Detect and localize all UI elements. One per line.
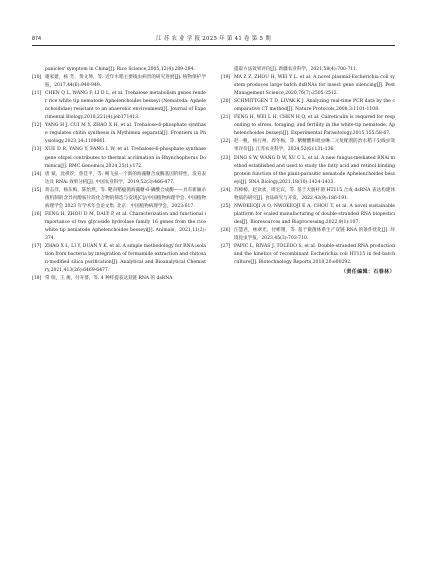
reference-text: YANG H J, CUI M Y, ZHAO X H, et al. Trehalose-6-phosphate synthase regulates chitin synthesis in Mythimna separata[J]. Frontiers in Physiology,2023,14:1109661. <box>45 123 206 145</box>
reference-continuation: 提取方法效果评价[J]. 新疆农业科学，2021,58(4):700-711. <box>234 67 358 72</box>
reference-entry <box>221 74 395 98</box>
reference-number: [12] <box>32 123 42 129</box>
reference-list <box>32 74 206 283</box>
reference-entry <box>221 203 395 227</box>
reference-text: PAPIC L, RIVAS J, TOLEDO S, et al. Double-stranded RNA production and the kinetics of recombinant Escherichia coli HT115 in fed-batch culture[J]. Biotechnology Reports,2018,20:e00292. <box>234 244 395 266</box>
reference-text: 唐 斌，沈祺汐，曾佳平，等. 褐飞虱一个新的海藻糖合成酶基因的特性、发育表达及 RNAi 效果分析[J]. 中国农业科学，2019,52(3):466-477. <box>45 171 206 185</box>
journal-title: 江 苏 农 业 学 报 2025 年 第 41 卷 第 5 期 <box>156 36 271 42</box>
reference-text: 赵一帆，杨行州，周冬梅，等. 糖精酸和吡虫啉二元复配剂防治水稻干尖线虫效果评价[J]. 江苏农业科学，2024,52(6):131-136. <box>234 139 395 153</box>
reference-entry <box>221 138 395 154</box>
reference-entry <box>32 122 206 146</box>
reference-text: FENG H, ZHOU D M, DALY P, et al. Characterization and functional importance of two glycoside hydrolase family 16 genes from the rice white tip nematode Aphelenchoides besseyi[J]. Animals，2021,11(2):374. <box>45 211 206 241</box>
reference-text: 汪慧君，林翠光，付彬翔，等. 基于微菌体系生产双链 RNA 的条件优化[J]. 环境昆虫学报，2023,45(3):703-710. <box>234 227 395 241</box>
reference-entry <box>32 74 206 90</box>
reference-entry <box>221 187 395 203</box>
reference-text: ZHAO X L, LI Y, DUAN Y K, et al. A simple methodology for RNA isolation from bacteria by integration of formamide extraction and chitosan-modified silica purification[J]. Analytical and Bioanalytical Chemistry,2021,413(26):6469-6477. <box>45 244 206 274</box>
reference-text: 常 瑞，王 俊，付开赟，等. 4 种样提表达双链 RNA 的 dsRNA <box>45 276 173 282</box>
reference-entry <box>221 227 395 243</box>
reference-number: [16] <box>32 211 42 217</box>
reference-entry <box>221 243 395 267</box>
reference-number: [18] <box>32 276 42 282</box>
page-number: 874 <box>32 36 41 42</box>
reference-number: [19] <box>221 75 231 81</box>
reference-number: [23] <box>221 155 231 161</box>
reference-entry <box>32 146 206 170</box>
reference-number: [27] <box>221 244 231 250</box>
reference-entry <box>32 275 206 283</box>
reference-number: [17] <box>32 244 42 250</box>
right-column <box>221 66 395 277</box>
running-header <box>32 33 395 46</box>
reference-text: NWOKEOJI A O, NWOKEOJI E A, CHOU T, et al. A novel sustainable platform for scaled manufacturing of double-stranded RNA biopesticides[J]. Bioresources and Bioprocessing,2022,9(1):107. <box>234 203 395 225</box>
reference-number: [26] <box>221 227 231 233</box>
reference-entry <box>32 171 206 187</box>
reference-number: [22] <box>221 139 231 145</box>
reference-entry <box>32 211 206 243</box>
reference-number: [11] <box>32 91 42 97</box>
reference-number: [13] <box>32 147 42 153</box>
reference-number: [15] <box>32 187 42 193</box>
left-column <box>32 66 206 283</box>
reference-text: 蒋志洋，杨东梅，陈怡然，等. 靶向稻瘟菌海藻糖-6-磷酸合成酶——具有新颖杀菌机制的含异丙醇胺片段化合物的筛选与发现[C]//中国植物病理学会. 中国植物病理学会 2023 年学术年会论文集. 北京：中国植物病理学会，2023:617. <box>45 187 206 209</box>
reference-text: DING S W, WANG D W, XU C L, et al. A new fungus-mediated RNAi method established and used to study the fatty acid and retinol binding protein function of the plant-parasitic nematode Aphelenchoides besseyi[J]. RNA Biology,2021,18(10):1424-1433. <box>234 155 395 185</box>
reference-number: [10] <box>32 75 42 81</box>
reference-number: [24] <box>221 187 231 193</box>
reference-text: 谢家建，杨 芳，黄文坤，等. 近年水稻主要线虫病害的研究进展[J]. 植物保护学报，2017,44(6):940-949. <box>45 75 206 89</box>
reference-text: XUE D R, YANG Y, FANG L W, et al. Trehalose-6-phosphate synthase gene ofspel contributes to thermal acclimation in Rhynchophorus Dominica[J]. BMC Genomics,2024,25(1):172. <box>45 147 206 169</box>
reference-text: 苏樟樟，赵欢欢，周宏宾，等. 基于大肠杆菌 HT115 合成 dsRNA 表达构建体物质的研究[J]. 食品研究与开发，2022,43(9):186-191. <box>234 187 395 201</box>
reference-text: SCHMITTGEN T D, LIVAK K J. Analyzing real-time PCR data by the comparative CT method[J]. Nature Protocols,2008,3:1101-1108. <box>234 99 395 113</box>
reference-entry <box>32 243 206 275</box>
reference-number: [25] <box>221 203 231 209</box>
reference-text: MA Z Z, ZHOU H, WEI Y L, et al. A novel plasmid-Escherichia coli system produces large batch dsRNAs for insect gene silencing[J]. Pest Management Science,2020,76(7):2505-2512. <box>234 75 395 97</box>
reference-entry <box>221 98 395 114</box>
reference-entry <box>32 90 206 122</box>
reference-entry <box>32 187 206 211</box>
reference-text: CHEN Q L, WANG F, LI D L, et al. Trehalose metabolism genes render rice white tip nematode Aphelenchoides besseyi (Nematoda: Aphelenchoididae) resistant to an anaerobic environment[J]. Journal of Experimental Biology,2018,221(4):jeb171413. <box>45 91 207 121</box>
editor-note: （责任编辑：石春林） <box>340 269 395 276</box>
reference-continuation: panicles' symptom in China[J]. Rice Science,2005,12(4):289-294. <box>45 67 195 72</box>
reference-number: [20] <box>221 99 231 105</box>
reference-text: FENG H, WEI L H, CHEN H Q, et al. Calreticulin is required for responding to stress, foraging, and fertility in the white-tip nematode, Aphelenchoides besseyi[J]. Experimental Parasitology,2015,155:58-67. <box>234 115 395 137</box>
reference-number: [21] <box>221 115 231 121</box>
reference-entry <box>221 114 395 138</box>
reference-number: [14] <box>32 171 42 177</box>
reference-entry <box>221 155 395 187</box>
reference-list <box>221 74 395 267</box>
